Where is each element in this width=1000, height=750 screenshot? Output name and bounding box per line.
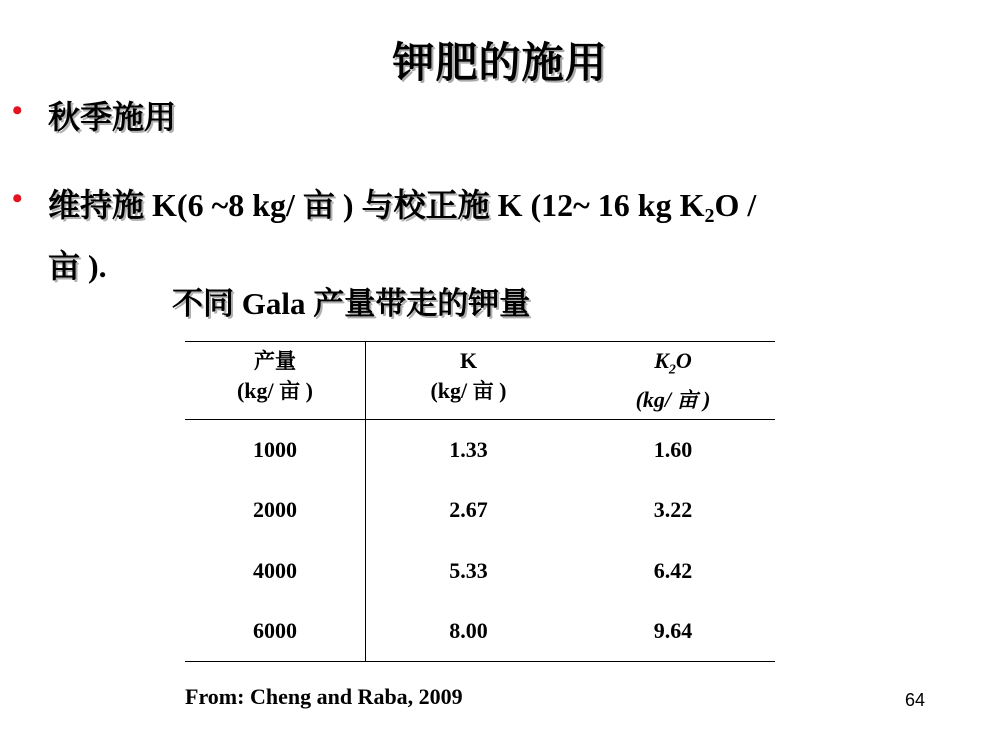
cell-k: 5.33 xyxy=(449,557,488,583)
table-row xyxy=(185,601,775,662)
cell-k: 2.67 xyxy=(449,497,488,523)
cell-yield: 2000 xyxy=(185,480,366,541)
cell-k: 1.33 xyxy=(449,437,488,462)
table-caption: 不同 Gala 产量带走的钾量 xyxy=(172,286,531,322)
table-row xyxy=(185,480,775,541)
cell-yield: 4000 xyxy=(185,541,366,602)
slide-title: 钾肥的施用 xyxy=(392,38,608,87)
bullet-text: 维持施 K(6 ~8 kg/ 亩 ) 与校正施 K (12~ 16 kg $K_2O$ / 亩 ). xyxy=(48,186,757,285)
table-row xyxy=(185,541,775,602)
page-number: 64 xyxy=(905,690,926,710)
cell-k2o: 6.42 xyxy=(653,557,693,583)
cell-yield: 1000 xyxy=(185,420,366,481)
bullet-marker: • xyxy=(12,94,23,127)
cell-k2o: 1.60 xyxy=(653,437,693,462)
cell-k2o: 3.22 xyxy=(653,497,693,523)
cell-yield: 6000 xyxy=(185,601,366,662)
cell-k2o: 9.64 xyxy=(653,618,693,643)
header-yield: 产量 (kg/ 亩 ) xyxy=(185,342,366,420)
cell-k: 8.00 xyxy=(449,618,488,643)
potassium-removal-table xyxy=(185,341,775,662)
table-header-row xyxy=(185,342,775,420)
source-citation: From: Cheng and Raba, 2009 xyxy=(185,684,463,709)
header-k: K (kg/ 亩 ) xyxy=(430,348,507,403)
bullet-marker: • xyxy=(12,182,23,215)
table-row xyxy=(185,420,775,481)
header-k2o: $K_2O$ (kg/ 亩 ) xyxy=(635,348,711,413)
bullet-text: 秋季施用 xyxy=(48,98,177,136)
